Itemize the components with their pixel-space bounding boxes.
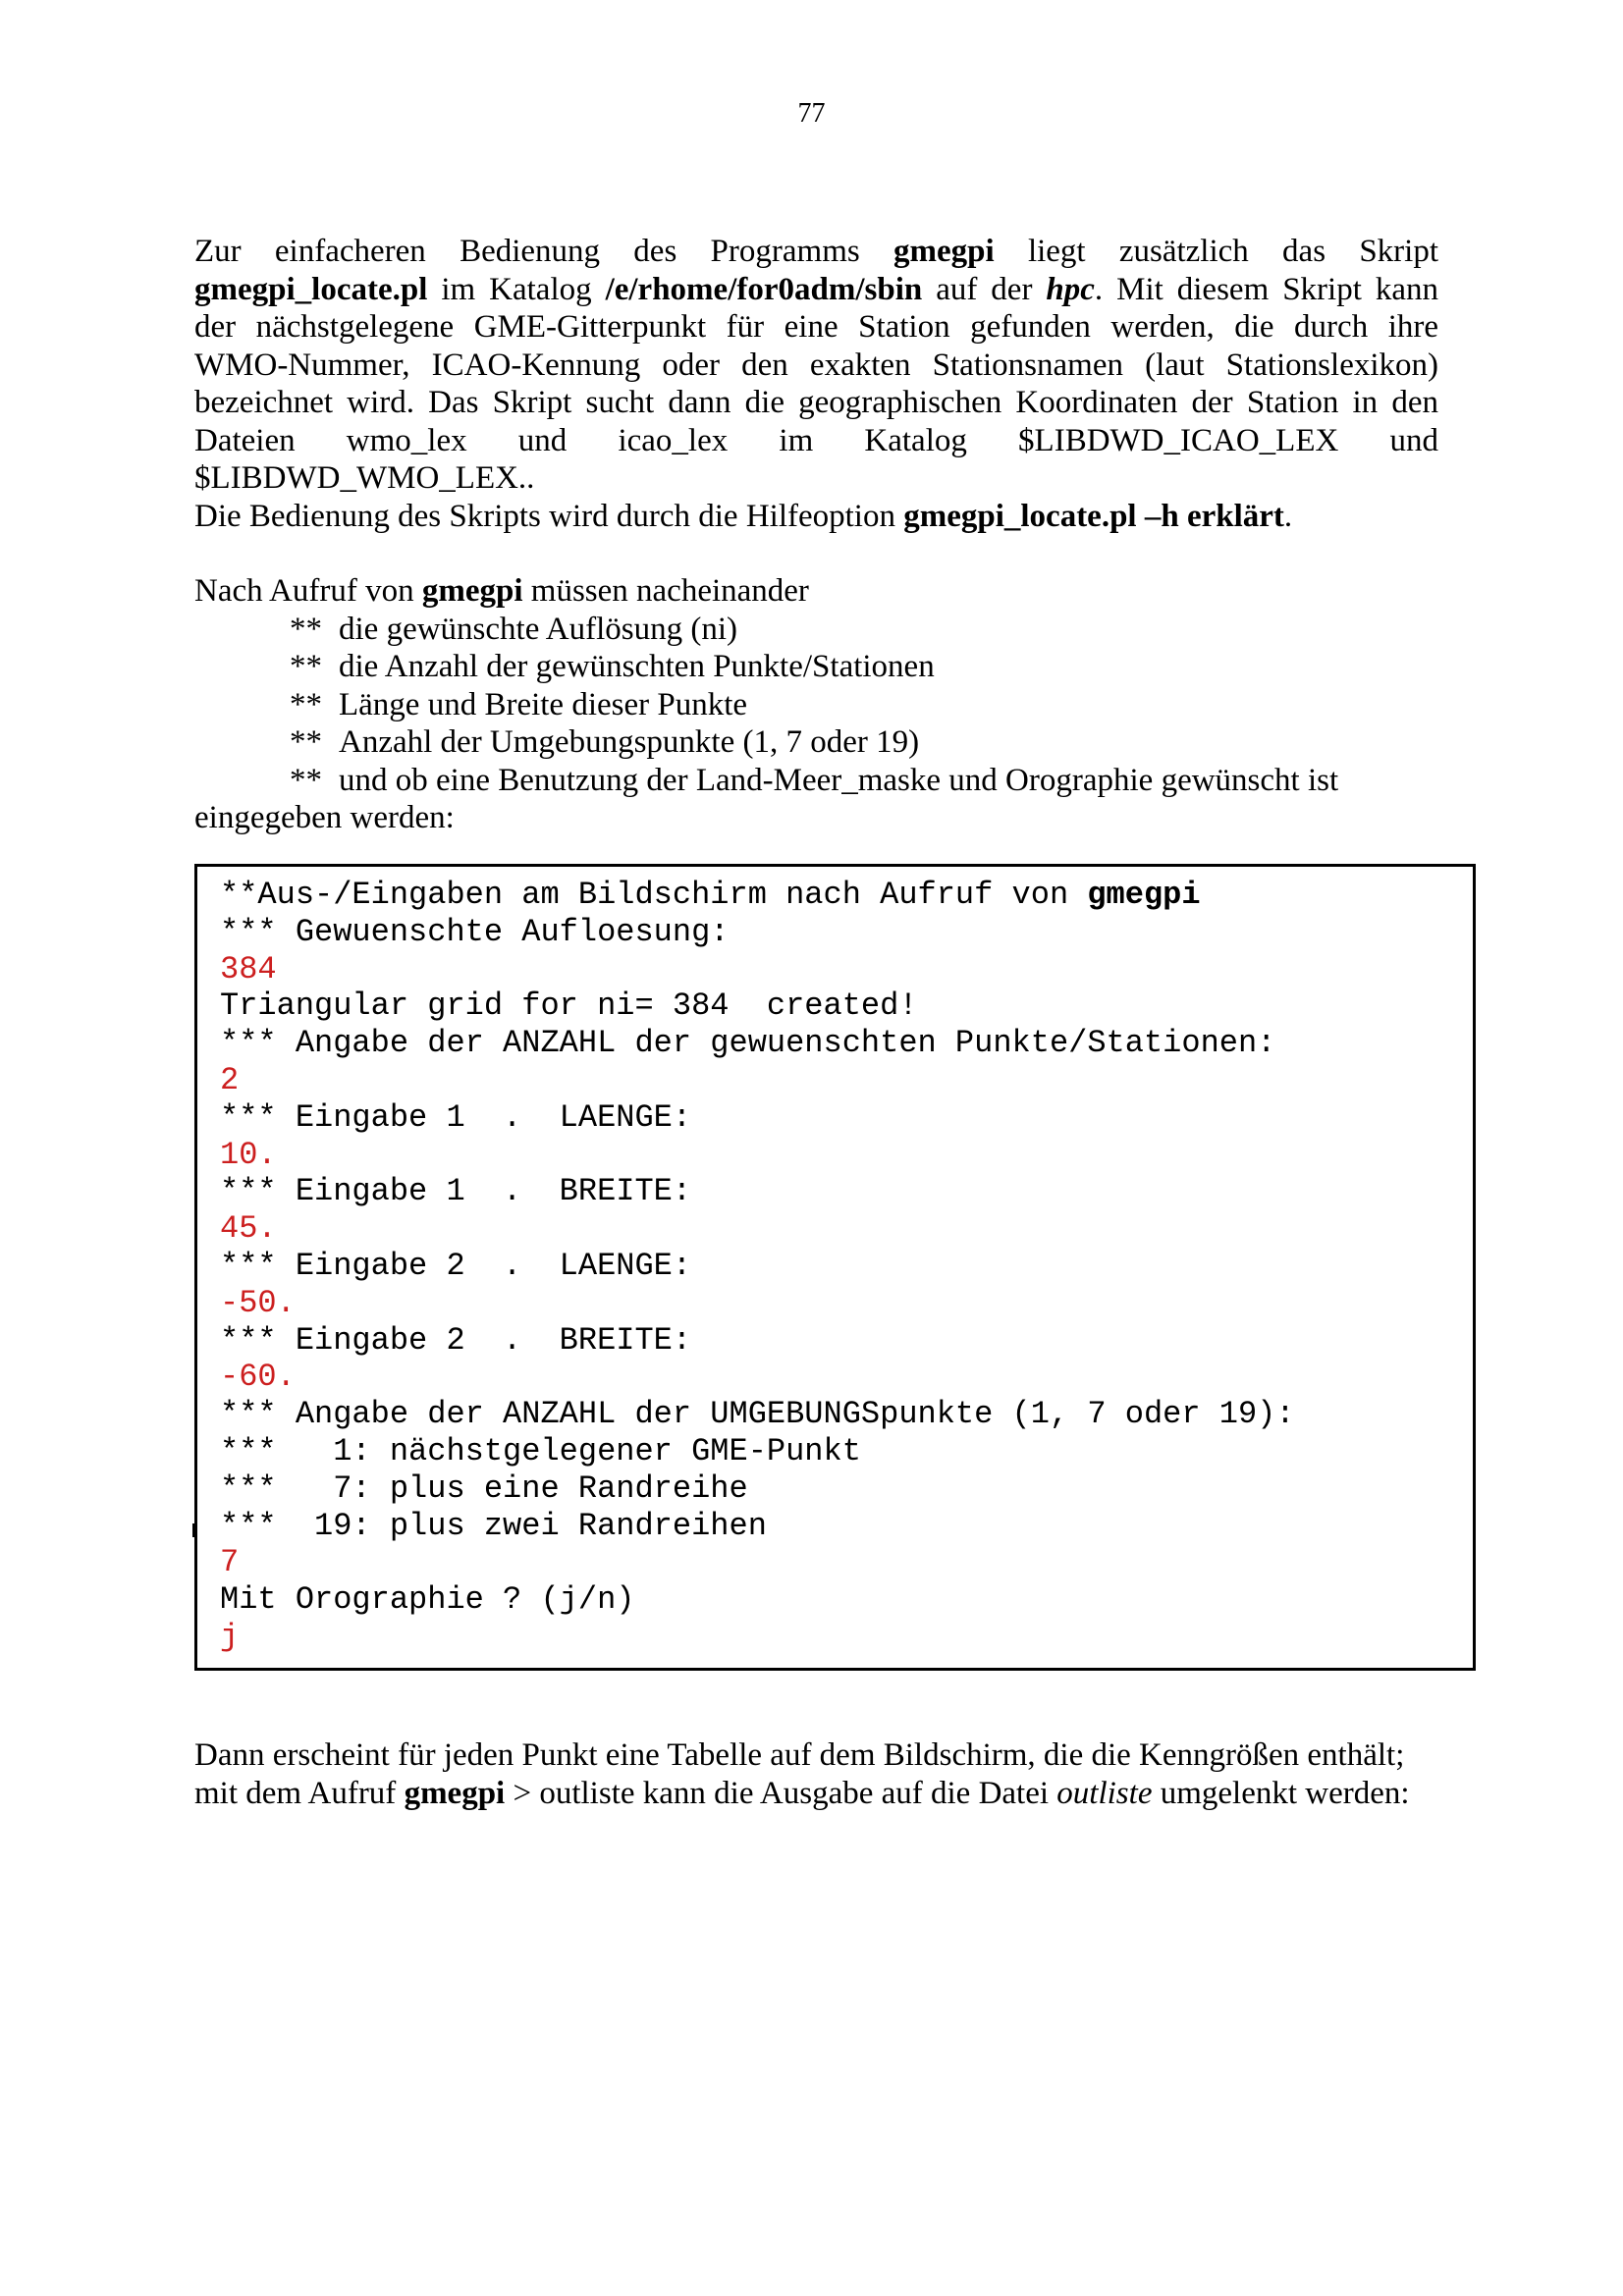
terminal-output-line xyxy=(220,1099,1473,1137)
terminal-output-line xyxy=(220,1581,1473,1619)
terminal-output-line xyxy=(220,1396,1473,1433)
terminal-output-line xyxy=(220,1248,1473,1285)
page-number: 77 xyxy=(797,98,826,129)
text-run: müssen nacheinander xyxy=(522,573,809,609)
input-steps-outro: eingegeben werden: xyxy=(194,800,455,835)
terminal-text: 10. xyxy=(220,1136,277,1173)
terminal-input-line xyxy=(220,1062,1473,1099)
text-run: . Mit diesem Skript kann xyxy=(1094,271,1438,307)
output-paragraph xyxy=(194,1736,1438,1812)
terminal-text: *** Eingabe 2 . BREITE: xyxy=(220,1321,692,1359)
terminal-input-line xyxy=(220,1359,1473,1396)
bullet-marker: ** xyxy=(290,649,322,684)
terminal-text: *** Angabe der ANZAHL der gewuenschten Punkte/Stationen: xyxy=(220,1025,1276,1062)
text-run: Zur einfacheren Bedienung des Programms xyxy=(194,234,893,269)
input-steps-list xyxy=(194,611,1438,800)
terminal-text: j xyxy=(220,1618,240,1655)
bullet-marker: ** xyxy=(290,686,322,722)
list-item-text: Länge und Breite dieser Punkte xyxy=(339,686,748,722)
terminal-output-line xyxy=(220,1025,1473,1062)
text-run: mit dem Aufruf xyxy=(194,1775,405,1811)
text-run: liegt zusätzlich das Skript xyxy=(994,234,1438,269)
list-item-text: und ob eine Benutzung der Land-Meer_maske und Orographie gewünscht ist xyxy=(339,762,1339,798)
text-run: . xyxy=(1283,498,1293,534)
terminal-text: 2 xyxy=(220,1061,240,1098)
list-item xyxy=(194,648,1438,686)
text-run: umgelenkt werden: xyxy=(1152,1775,1410,1811)
text-run: im Katalog xyxy=(427,271,606,307)
text-line xyxy=(194,384,1438,422)
terminal-output-line xyxy=(220,1173,1473,1210)
text-run: der nächstgelegene GME-Gitterpunkt für eine Station gefunden werden, die durch ihre xyxy=(194,309,1438,345)
text-line xyxy=(194,308,1438,347)
terminal-text: Triangular grid for ni= 384 created! xyxy=(220,988,918,1025)
text-line xyxy=(194,1736,1438,1775)
list-item xyxy=(194,762,1438,800)
text-run: /e/rhome/for0adm/sbin xyxy=(605,271,923,307)
text-line xyxy=(194,498,1438,536)
text-run: bezeichnet wird. Das Skript sucht dann die geographischen Koordinaten der Station in den xyxy=(194,385,1438,420)
terminal-input-line xyxy=(220,1285,1473,1322)
intro-final-lines xyxy=(194,459,1438,535)
list-item-text: Anzahl der Umgebungspunkte (1, 7 oder 19) xyxy=(339,724,920,760)
terminal-output-line xyxy=(220,877,1473,914)
terminal-input-line xyxy=(220,1210,1473,1248)
text-run: gmegpi xyxy=(893,234,995,269)
text-run: $LIBDWD_WMO_LEX.. xyxy=(194,460,535,496)
text-line xyxy=(194,1775,1438,1813)
terminal-text: -50. xyxy=(220,1284,296,1321)
terminal-input-line xyxy=(220,1137,1473,1174)
text-line xyxy=(194,422,1438,460)
terminal-input-line xyxy=(220,1619,1473,1656)
terminal-output-line xyxy=(220,1433,1473,1470)
terminal-text: *** Gewuenschte Aufloesung: xyxy=(220,913,730,950)
terminal-text: *** 19: plus zwei Randreihen xyxy=(220,1507,767,1544)
terminal-text: Mit Orographie ? (j/n) xyxy=(220,1581,635,1619)
text-run: gmegpi xyxy=(421,573,523,609)
text-run: Dateien wmo_lex und icao_lex im Katalog $LIBDWD_ICAO_LEX und xyxy=(194,422,1438,458)
text-run: Die Bedienung des Skripts wird durch die Hilfeoption xyxy=(194,498,904,534)
bullet-marker: ** xyxy=(290,762,322,798)
terminal-text: *** Eingabe 2 . LAENGE: xyxy=(220,1247,692,1284)
list-item-text: die Anzahl der gewünschten Punkte/Stationen xyxy=(339,649,935,684)
terminal-output-line xyxy=(220,1322,1473,1360)
terminal-output-line xyxy=(220,1508,1473,1545)
terminal-text: -60. xyxy=(220,1359,296,1396)
text-line xyxy=(194,347,1438,385)
text-run: Nach Aufruf von xyxy=(194,573,422,609)
bullet-marker: ** xyxy=(290,724,322,760)
terminal-text: **Aus-/Eingaben am Bildschirm nach Aufruf von xyxy=(220,877,1088,913)
text-run: hpc xyxy=(1046,271,1095,307)
text-run: Dann erscheint für jeden Punkt eine Tabelle auf dem Bildschirm, die die Kenngrößen enthält; xyxy=(194,1737,1405,1773)
text-run: gmegpi_locate.pl –h xyxy=(903,498,1179,534)
terminal-input-line xyxy=(220,951,1473,988)
text-line xyxy=(194,271,1438,309)
terminal-text: gmegpi xyxy=(1087,877,1201,913)
list-item xyxy=(194,686,1438,724)
terminal-output-line xyxy=(220,1470,1473,1508)
text-run: outliste xyxy=(1056,1775,1153,1811)
text-run: gmegpi xyxy=(404,1775,506,1811)
text-line xyxy=(194,233,1438,271)
list-item-text: die gewünschte Auflösung (ni) xyxy=(339,611,738,647)
terminal-text: *** Eingabe 1 . BREITE: xyxy=(220,1173,692,1210)
terminal-box xyxy=(194,864,1476,1671)
terminal-text: 7 xyxy=(220,1544,240,1581)
bullet-marker: ** xyxy=(290,611,322,647)
terminal-text: *** Angabe der ANZAHL der UMGEBUNGSpunkte (1, 7 oder 19): xyxy=(220,1396,1295,1433)
text-run: gmegpi_locate.pl xyxy=(194,271,428,307)
text-run: auf der xyxy=(922,271,1047,307)
input-steps-paragraph xyxy=(194,572,1438,837)
margin-mark xyxy=(192,1523,195,1537)
text-line xyxy=(194,459,1438,498)
list-item xyxy=(194,723,1438,762)
terminal-text: *** Eingabe 1 . LAENGE: xyxy=(220,1098,692,1136)
list-item xyxy=(194,611,1438,649)
terminal-text: *** 7: plus eine Randreihe xyxy=(220,1469,748,1507)
terminal-text: *** 1: nächstgelegener GME-Punkt xyxy=(220,1432,861,1469)
input-steps-intro xyxy=(194,572,1438,611)
terminal-text: 384 xyxy=(220,950,277,988)
terminal-output-line xyxy=(220,914,1473,951)
text-run: WMO-Nummer, ICAO-Kennung oder den exakten Stationsnamen (laut Stationslexikon) xyxy=(194,347,1438,383)
text-run: erklärt xyxy=(1178,498,1284,534)
terminal-input-line xyxy=(220,1544,1473,1581)
text-run: > outliste kann die Ausgabe auf die Datei xyxy=(505,1775,1057,1811)
intro-paragraph xyxy=(194,233,1438,535)
intro-justified-lines xyxy=(194,233,1438,459)
terminal-output-line xyxy=(220,988,1473,1025)
terminal-text: 45. xyxy=(220,1210,277,1248)
